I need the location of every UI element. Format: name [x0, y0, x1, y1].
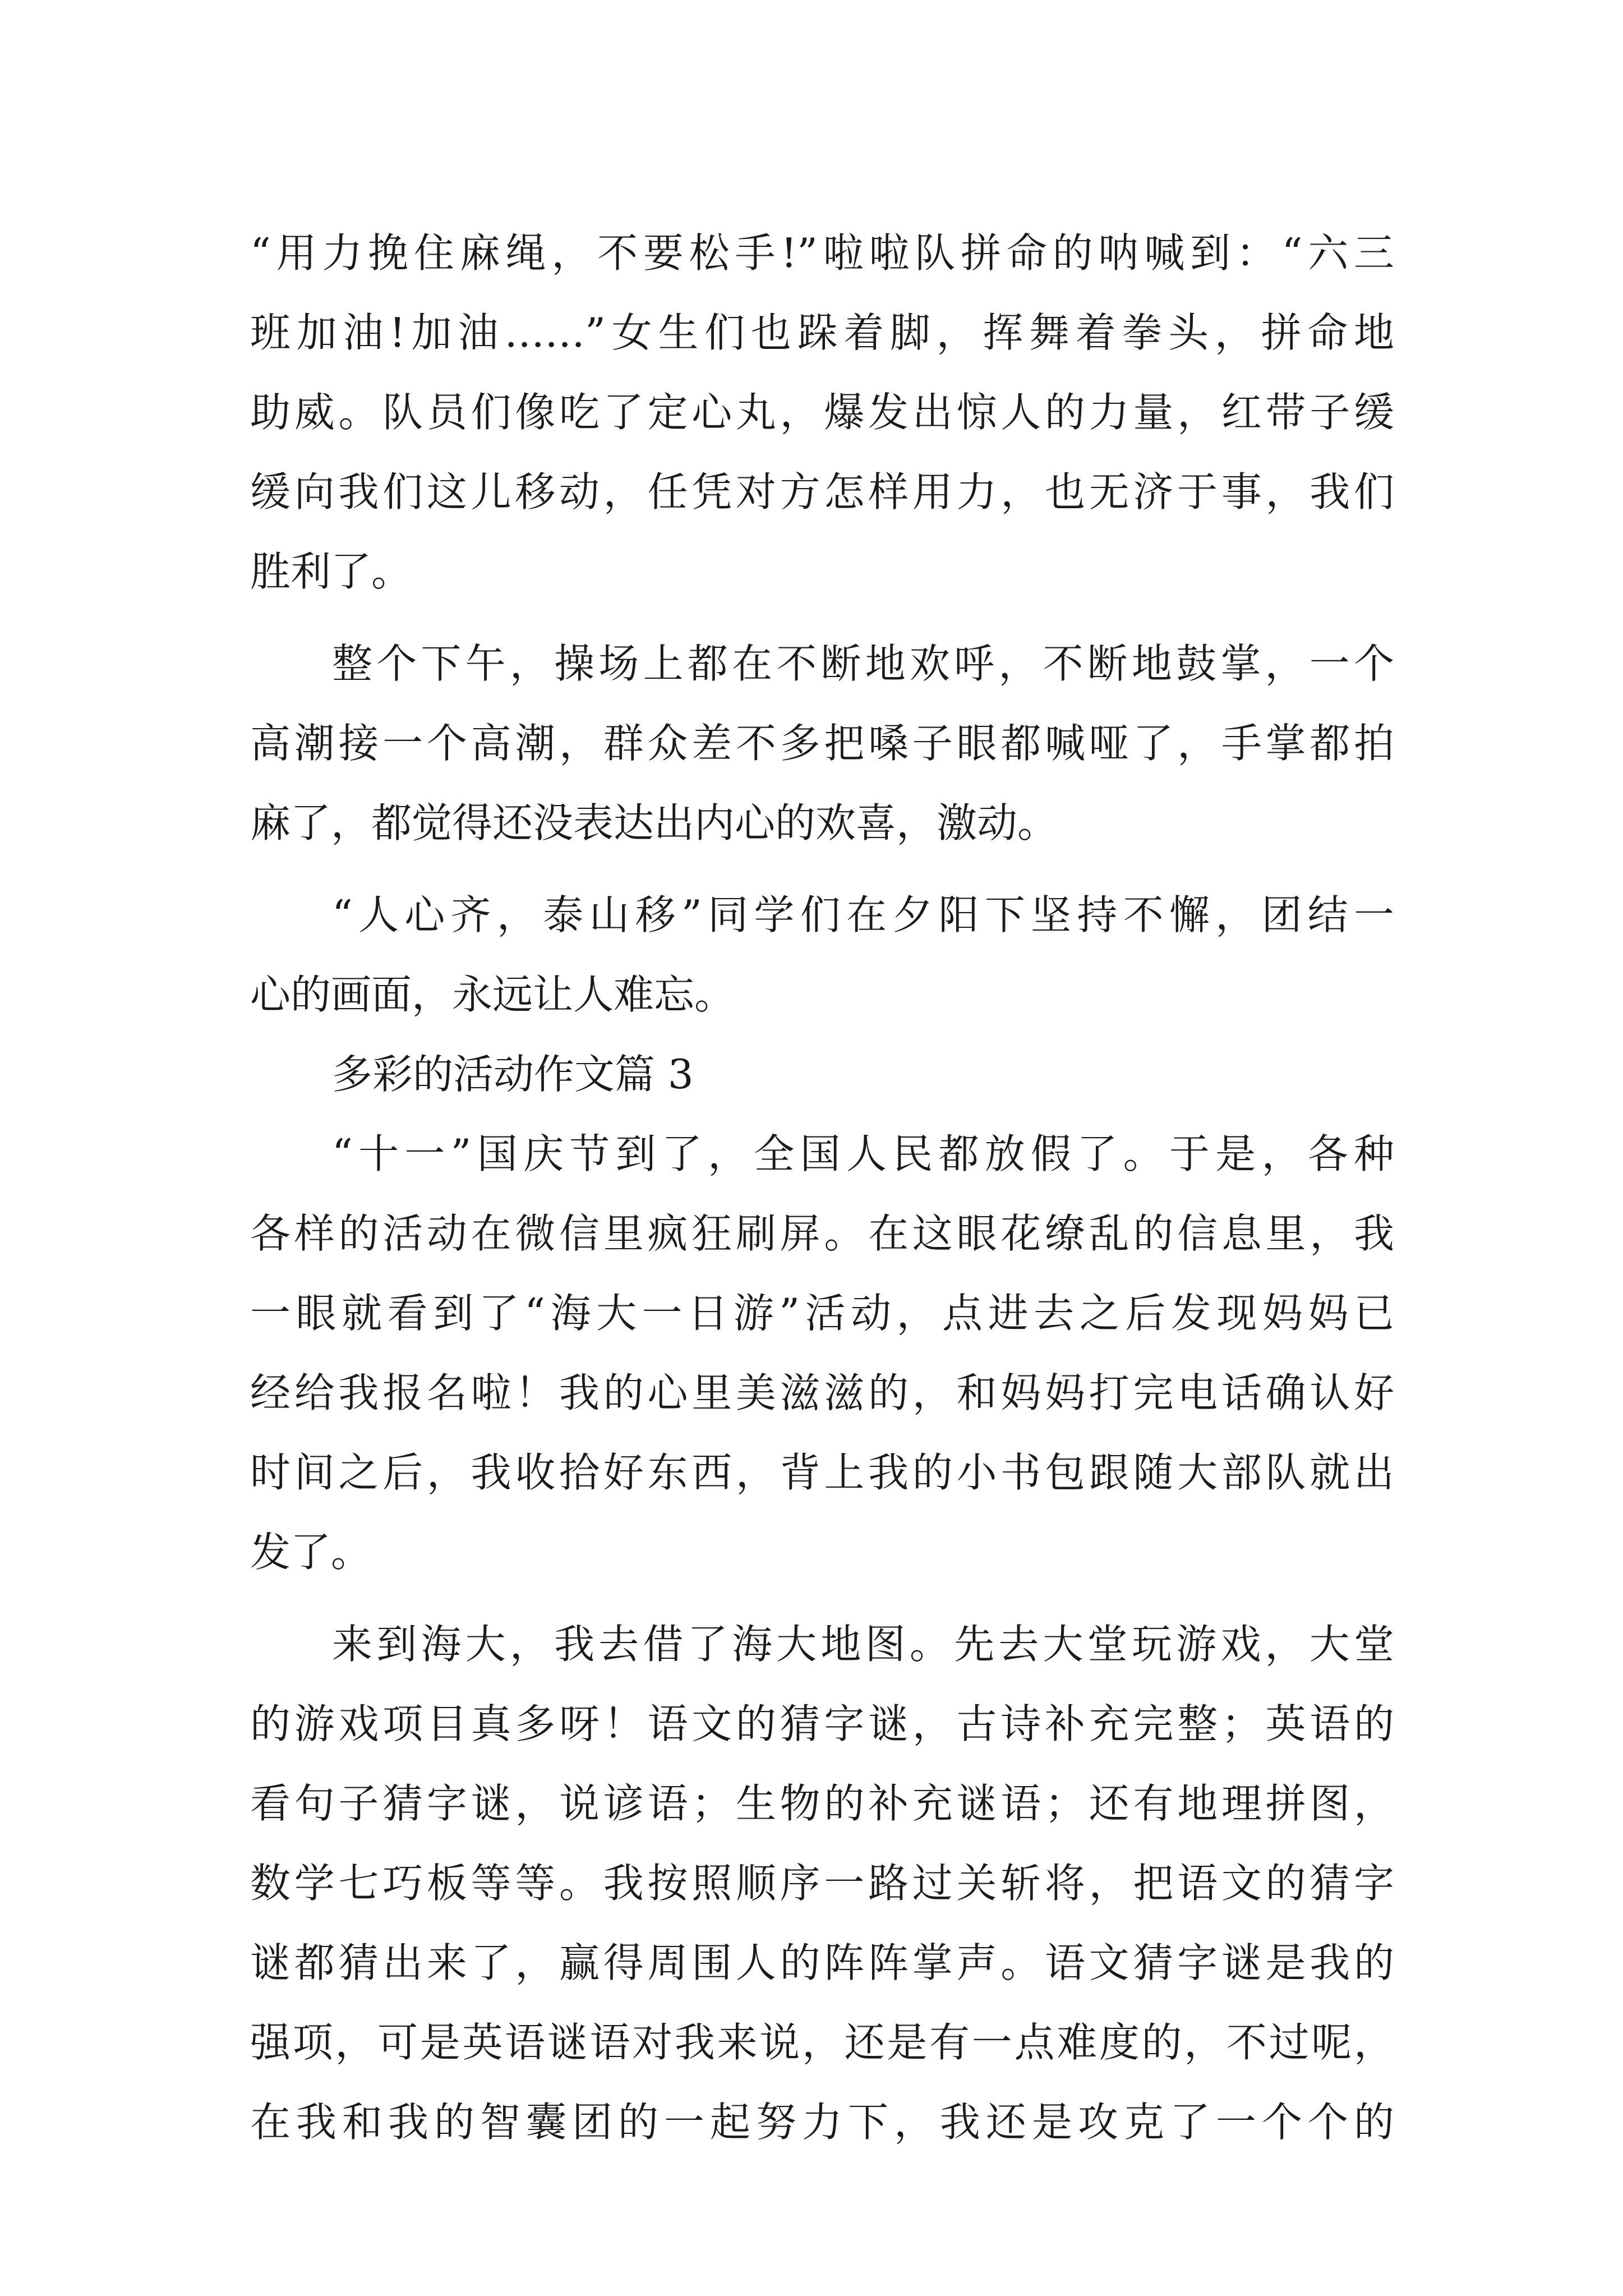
paragraph: [250, 624, 1394, 863]
text-line: 助威。队员们像吃了定心丸，爆发出惊人的力量，红带子缓: [250, 389, 1394, 436]
text-line: 发了。: [250, 1529, 372, 1576]
paragraph: [250, 213, 1394, 611]
text-line: 强项，可是英语谜语对我来说，还是有一点难度的，不过呢，: [250, 2019, 1394, 2066]
text-line: 经给我报名啦！我的心里美滋滋的，和妈妈打完电话确认好: [250, 1369, 1394, 1416]
text-line: 心的画面，永远让人难忘。: [250, 971, 735, 1018]
heading-line: 多彩的活动作文篇 3: [332, 1051, 694, 1098]
text-line: “十一”国庆节到了，全国人民都放假了。于是，各种: [332, 1130, 1394, 1177]
text-line: 数学七巧板等等。我按照顺序一路过关斩将，把语文的猜字: [250, 1860, 1394, 1907]
text-line: 在我和我的智囊团的一起努力下，我还是攻克了一个个的: [250, 2099, 1394, 2146]
text-line: 胜利了。: [250, 548, 412, 595]
text-line: 麻了，都觉得还没表达出内心的欢喜，激动。: [250, 799, 1058, 846]
text-line: 谜都猜出来了，赢得周围人的阵阵掌声。语文猜字谜是我的: [250, 1939, 1394, 1986]
text-line: “用力挽住麻绳，不要松手!”啦啦队拼命的呐喊到：“六三: [250, 229, 1394, 277]
paragraph: [250, 1114, 1394, 1592]
paragraph: [250, 1604, 1394, 2162]
text-line: 来到海大，我去借了海大地图。先去大堂玩游戏，大堂: [332, 1621, 1394, 1668]
text-line: 的游戏项目真多呀！语文的猜字谜，古诗补充完整；英语的: [250, 1700, 1394, 1747]
text-line: 高潮接一个高潮，群众差不多把嗓子眼都喊哑了，手掌都拍: [250, 720, 1394, 767]
text-line: 班加油!加油……”女生们也跺着脚，挥舞着拳头，拼命地: [250, 309, 1394, 356]
body-text: [250, 213, 1394, 2162]
text-line: 时间之后，我收拾好东西，背上我的小书包跟随大部队就出: [250, 1449, 1394, 1496]
text-line: 缓向我们这儿移动，任凭对方怎样用力，也无济于事，我们: [250, 468, 1394, 516]
paragraph: [250, 875, 1394, 1034]
text-line: 看句子猜字谜，说谚语；生物的补充谜语；还有地理拼图，: [250, 1780, 1394, 1827]
text-line: “人心齐，泰山移”同学们在夕阳下坚持不懈，团结一: [332, 891, 1394, 938]
text-line: 整个下午，操场上都在不断地欢呼，不断地鼓掌，一个: [332, 640, 1394, 687]
text-line: 各样的活动在微信里疯狂刷屏。在这眼花缭乱的信息里，我: [250, 1210, 1394, 1257]
text-line: 一眼就看到了“海大一日游”活动，点进去之后发现妈妈已: [250, 1290, 1394, 1337]
section-heading: [250, 1034, 1394, 1114]
